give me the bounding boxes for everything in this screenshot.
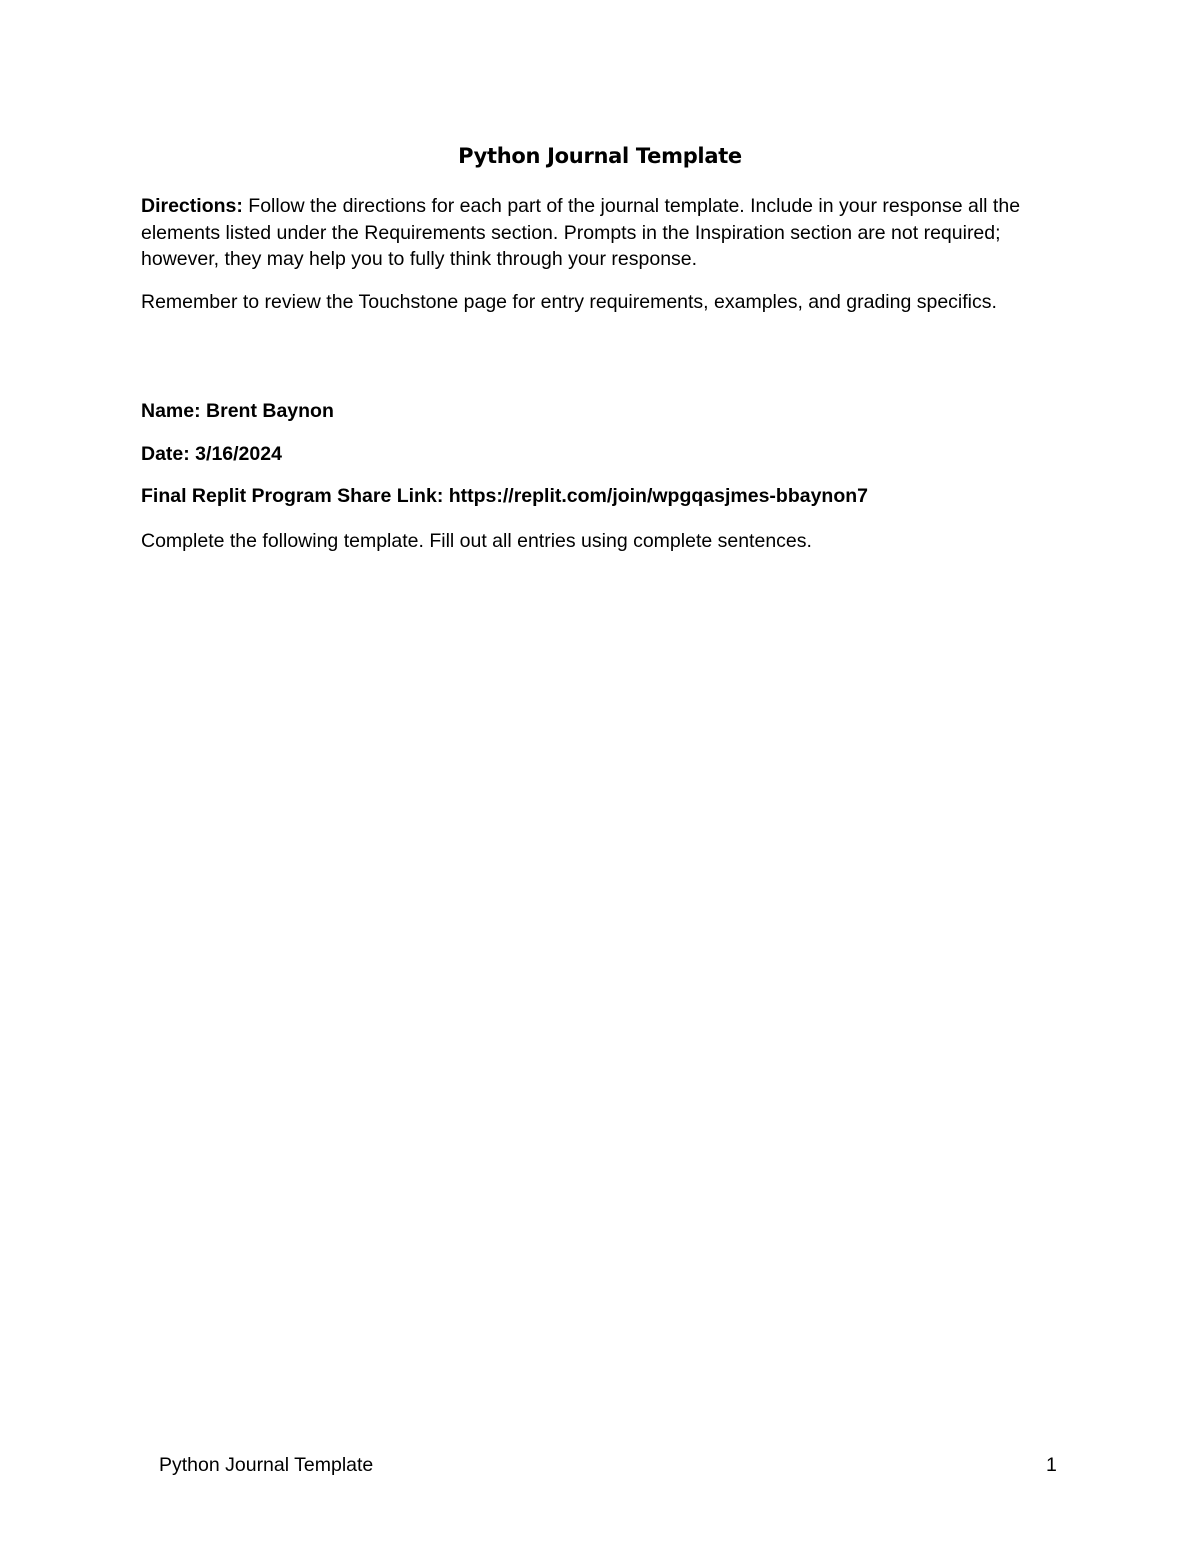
entry-date: Date: 3/16/2024	[141, 443, 282, 465]
page-title: Python Journal Template	[458, 144, 742, 168]
remember-paragraph: Remember to review the Touchstone page for entry requirements, examples, and grading specifics.	[141, 291, 997, 313]
directions-paragraph	[141, 193, 1061, 273]
student-name: Name: Brent Baynon	[141, 400, 334, 422]
directions-label: Directions:	[141, 195, 243, 217]
complete-instructions: Complete the following template. Fill out all entries using complete sentences.	[141, 530, 812, 552]
replit-share-link: Final Replit Program Share Link: https://replit.com/join/wpgqasjmes-bbaynon7	[141, 485, 869, 507]
page-number: 1	[1046, 1454, 1057, 1476]
footer-title: Python Journal Template	[159, 1454, 374, 1476]
directions-text: Follow the directions for each part of the journal template. Include in your response all the elements listed under the Requirements section. Prompts in the Inspiration section are not required; however, they may help you to fully think through your response.	[141, 195, 1021, 270]
